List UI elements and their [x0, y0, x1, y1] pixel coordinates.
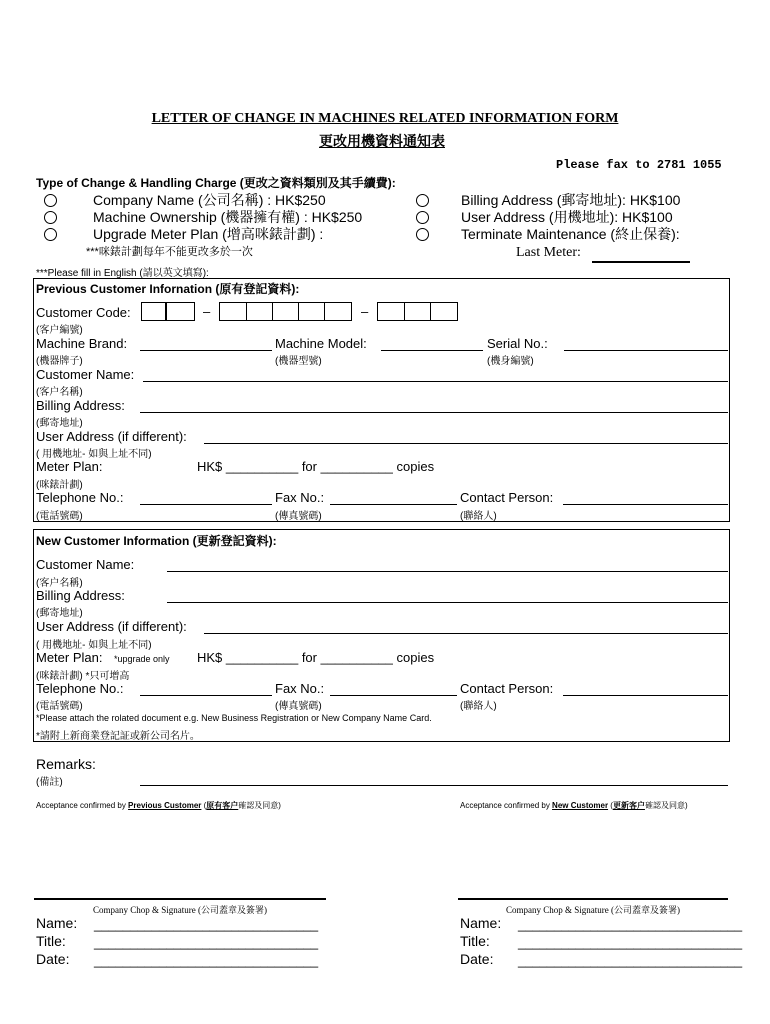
acceptance-paren: ( [201, 801, 207, 810]
prev-meter-formula[interactable]: HK$ __________ for __________ copies [197, 459, 435, 474]
option-upgrade-meter-plan: Upgrade Meter Plan (增高咪錶計劃) : [93, 226, 324, 242]
prev-user-address-field[interactable] [204, 443, 728, 444]
new-billing-address-zh: (郵寄地址) [36, 608, 83, 619]
acceptance-who: New Customer [552, 801, 609, 810]
customer-code-cell[interactable] [246, 302, 273, 321]
sig-title-field[interactable]: _______________________________ [518, 935, 743, 950]
machine-brand-label: Machine Brand: [36, 336, 128, 351]
prev-user-address-zh: ( 用機地址- 如與上址不同) [36, 449, 152, 460]
signature-line-new[interactable] [458, 898, 728, 900]
sig-title-label: Title: [36, 933, 66, 949]
remarks-field[interactable] [140, 785, 728, 786]
radio-machine-ownership[interactable] [44, 211, 57, 224]
new-customer-name-field[interactable] [167, 571, 728, 572]
prev-billing-address-field[interactable] [140, 412, 728, 413]
radio-company-name[interactable] [44, 194, 57, 207]
prev-fax-label: Fax No.: [275, 490, 325, 505]
new-contact-label: Contact Person: [460, 681, 554, 696]
acceptance-prefix: Acceptance confirmed by [460, 801, 553, 810]
customer-code-cell[interactable] [166, 302, 195, 321]
machine-model-label: Machine Model: [275, 336, 367, 351]
upgrade-note: ***咪錶計劃每年不能更改多於一次 [86, 246, 253, 258]
customer-code-cell[interactable] [404, 302, 431, 321]
fax-note: Please fax to 2781 1055 [556, 158, 722, 172]
prev-customer-name-zh: (客户名稱) [36, 387, 83, 398]
form-title-en: LETTER OF CHANGE IN MACHINES RELATED INFORMATION FORM [151, 111, 619, 126]
serial-no-zh: (機身編號) [487, 356, 534, 367]
new-user-address-field[interactable] [204, 633, 728, 634]
acceptance-who-zh: 原有客户 [206, 801, 239, 810]
customer-code-cell[interactable] [272, 302, 299, 321]
customer-code-cell[interactable] [430, 302, 458, 321]
prev-contact-label: Contact Person: [460, 490, 554, 505]
customer-code-cell[interactable] [141, 302, 166, 321]
new-user-address-label: User Address (if different): [36, 619, 187, 634]
new-telephone-field[interactable] [140, 695, 272, 696]
prev-fax-zh: (傳真號碼) [275, 511, 322, 522]
customer-code-cell[interactable] [219, 302, 247, 321]
sig-name-field[interactable]: _______________________________ [518, 917, 743, 932]
english-note: ***Please fill in English (請以英文填寫): [36, 268, 209, 279]
chop-label-previous: Company Chop & Signature (公司蓋章及簽署) [93, 905, 267, 915]
sig-date-field[interactable]: _______________________________ [94, 953, 319, 968]
sig-date-field[interactable]: _______________________________ [518, 953, 743, 968]
acceptance-who-zh: 更新客户 [612, 801, 645, 810]
last-meter-field[interactable] [592, 261, 690, 263]
change-heading: Type of Change & Handling Charge (更改之資料類別及其手續費): [36, 176, 396, 190]
remarks-zh: (備註) [36, 777, 63, 788]
attach-note-zh: *請附上新商業登記証或新公司名片。 [36, 731, 200, 742]
acceptance-who: Previous Customer [128, 801, 202, 810]
code-dash: – [361, 304, 369, 319]
last-meter-label: Last Meter: [516, 245, 581, 260]
new-billing-address-field[interactable] [167, 602, 728, 603]
upgrade-only-note: *upgrade only [114, 654, 170, 664]
prev-telephone-label: Telephone No.: [36, 490, 124, 505]
prev-fax-field[interactable] [330, 504, 457, 505]
customer-code-label: Customer Code: [36, 305, 131, 320]
new-customer-name-label: Customer Name: [36, 557, 135, 572]
sig-name-label: Name: [460, 915, 502, 931]
prev-contact-field[interactable] [563, 504, 728, 505]
prev-customer-name-field[interactable] [143, 381, 728, 382]
new-fax-zh: (傳真號碼) [275, 701, 322, 712]
customer-code-cell[interactable] [377, 302, 405, 321]
option-terminate-maintenance: Terminate Maintenance (終止保養): [461, 226, 680, 242]
acceptance-previous [36, 800, 281, 811]
new-heading: New Customer Information (更新登記資料): [36, 534, 277, 548]
prev-customer-name-label: Customer Name: [36, 367, 135, 382]
prev-user-address-label: User Address (if different): [36, 429, 187, 444]
machine-brand-field[interactable] [140, 350, 272, 351]
new-meter-plan-label: Meter Plan: [36, 650, 103, 665]
radio-terminate-maintenance[interactable] [416, 228, 429, 241]
option-machine-ownership: Machine Ownership (機器擁有權) : HK$250 [93, 209, 363, 225]
new-contact-zh: (聯絡人) [460, 701, 497, 712]
new-contact-field[interactable] [563, 695, 728, 696]
customer-code-cell[interactable] [324, 302, 352, 321]
machine-model-zh: (機器型號) [275, 356, 322, 367]
prev-meter-plan-zh: (咪錶計劃) [36, 480, 83, 491]
previous-heading: Previous Customer Infornation (原有登記資料): [36, 282, 300, 296]
machine-model-field[interactable] [381, 350, 483, 351]
attach-note: *Please attach the rolated document e.g. New Business Registration or New Company Name Card. [36, 713, 432, 723]
form-title-zh: 更改用機資料通知表 [319, 135, 445, 150]
serial-no-label: Serial No.: [487, 336, 548, 351]
option-company-name: Company Name (公司名稱) : HK$250 [93, 192, 326, 208]
acceptance-suffix: 確認及同意) [238, 801, 281, 810]
remarks-label: Remarks: [36, 756, 96, 772]
customer-code-zh: (客户編號) [36, 325, 83, 336]
new-fax-field[interactable] [330, 695, 457, 696]
new-telephone-zh: (電話號碼) [36, 701, 83, 712]
new-meter-formula[interactable]: HK$ __________ for __________ copies [197, 650, 435, 665]
acceptance-suffix: 確認及同意) [644, 801, 688, 810]
sig-date-label: Date: [460, 951, 494, 967]
code-dash: – [203, 304, 211, 319]
sig-title-label: Title: [460, 933, 490, 949]
prev-billing-address-zh: (郵寄地址) [36, 418, 83, 429]
radio-upgrade-meter-plan[interactable] [44, 228, 57, 241]
sig-name-field[interactable]: _______________________________ [94, 917, 319, 932]
option-billing-address: Billing Address (郵寄地址): HK$100 [461, 192, 681, 208]
acceptance-prefix: Acceptance confirmed by [36, 801, 129, 810]
new-user-address-zh: ( 用機地址- 如與上址不同) [36, 640, 152, 651]
prev-telephone-zh: (電話號碼) [36, 511, 83, 522]
sig-title-field[interactable]: _______________________________ [94, 935, 319, 950]
customer-code-cell[interactable] [298, 302, 325, 321]
option-user-address: User Address (用機地址): HK$100 [461, 209, 673, 225]
prev-meter-plan-label: Meter Plan: [36, 459, 103, 474]
chop-label-new: Company Chop & Signature (公司蓋章及簽署) [506, 905, 680, 915]
prev-billing-address-label: Billing Address: [36, 398, 125, 413]
machine-brand-zh: (機器牌子) [36, 356, 83, 367]
acceptance-paren: ( [608, 801, 613, 810]
serial-no-field[interactable] [564, 350, 728, 351]
radio-billing-address[interactable] [416, 194, 429, 207]
new-telephone-label: Telephone No.: [36, 681, 124, 696]
radio-user-address[interactable] [416, 211, 429, 224]
acceptance-new [460, 800, 688, 811]
prev-contact-zh: (聯絡人) [460, 511, 497, 522]
signature-line-previous[interactable] [34, 898, 326, 900]
sig-name-label: Name: [36, 915, 78, 931]
new-customer-name-zh: (客户名稱) [36, 578, 83, 589]
sig-date-label: Date: [36, 951, 70, 967]
new-fax-label: Fax No.: [275, 681, 325, 696]
new-meter-plan-zh: (咪錶計劃) *只可增高 [36, 671, 130, 682]
prev-telephone-field[interactable] [140, 504, 272, 505]
new-billing-address-label: Billing Address: [36, 588, 125, 603]
